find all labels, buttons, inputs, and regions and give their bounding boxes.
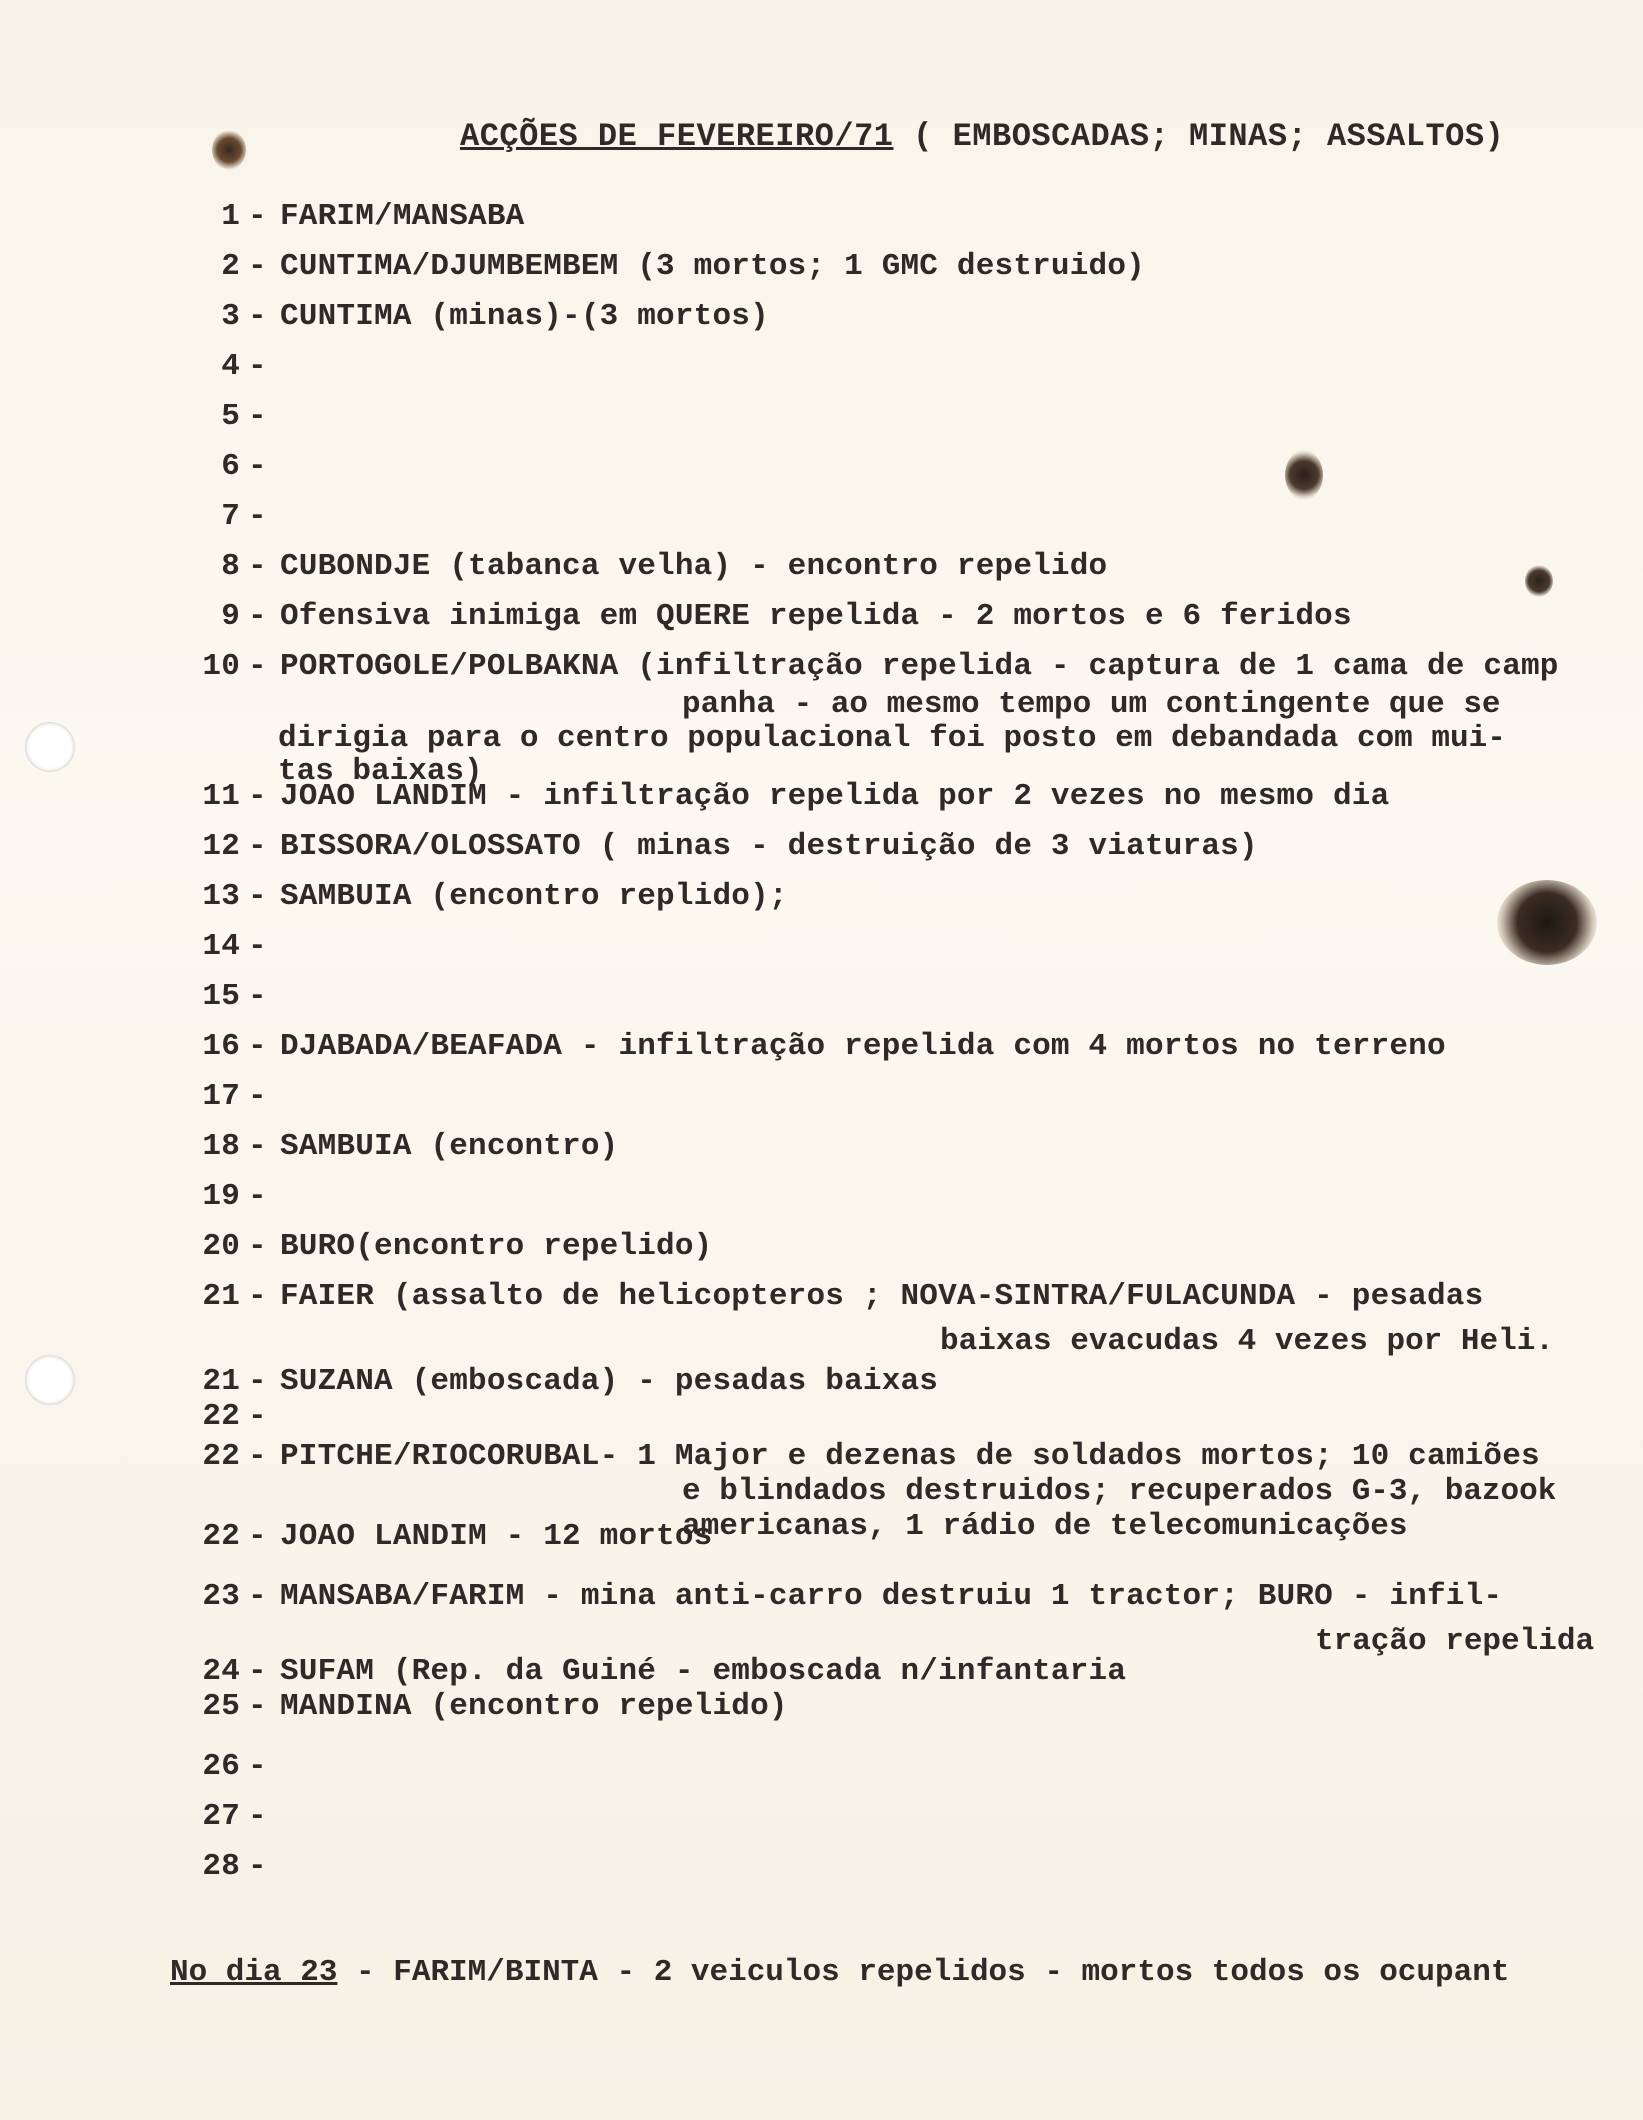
entry-dash: - xyxy=(248,779,267,814)
entry-text: CUNTIMA (minas)-(3 mortos) xyxy=(280,299,769,334)
entry-dash: - xyxy=(248,1279,267,1314)
entry-number: 18 xyxy=(202,1129,240,1164)
entry-text: PORTOGOLE/POLBAKNA (infiltração repelida - captura de 1 cama de camp xyxy=(280,649,1559,684)
entry-dash: - xyxy=(248,399,267,434)
entry-dash: - xyxy=(248,1079,267,1114)
entry-number: 22 xyxy=(202,1439,240,1474)
entry-number: 24 xyxy=(202,1654,240,1689)
entry-number: 10 xyxy=(202,649,240,684)
entry-number: 21 xyxy=(202,1279,240,1314)
entry-number: 21 xyxy=(202,1364,240,1399)
entry-number: 19 xyxy=(202,1179,240,1214)
entry-number: 13 xyxy=(202,879,240,914)
entry-dash: - xyxy=(248,1849,267,1884)
entry-continuation: dirigia para o centro populacional foi posto em debandada com mui- xyxy=(278,721,1506,756)
stain-corner xyxy=(212,130,246,170)
entry-dash: - xyxy=(248,299,267,334)
entry-text: FAIER (assalto de helicopteros ; NOVA-SINTRA/FULACUNDA - pesadas xyxy=(280,1279,1484,1314)
entry-continuation: tas baixas) xyxy=(278,754,483,789)
entry-number: 9 xyxy=(221,599,240,634)
entry-dash: - xyxy=(248,1689,267,1724)
entry-dash: - xyxy=(248,1749,267,1784)
entry-number: 16 xyxy=(202,1029,240,1064)
entry-text: JOAO LANDIM - 12 mortos xyxy=(280,1519,713,1554)
entry-dash: - xyxy=(248,1029,267,1064)
entry-text: JOAO LANDIM - infiltração repelida por 2 vezes no mesmo dia xyxy=(280,779,1390,814)
page-title xyxy=(460,118,1504,155)
entry-number: 22 xyxy=(202,1519,240,1554)
entry-text: PITCHE/RIOCORUBAL- 1 Major e dezenas de soldados mortos; 10 camiões xyxy=(280,1439,1540,1474)
title-main: ACÇÕES DE FEVEREIRO/71 xyxy=(460,118,894,155)
entry-text: MANDINA (encontro repelido) xyxy=(280,1689,788,1724)
stain-large xyxy=(1497,880,1597,965)
entry-dash: - xyxy=(248,599,267,634)
entry-dash: - xyxy=(248,829,267,864)
entry-number: 23 xyxy=(202,1579,240,1614)
entry-dash: - xyxy=(248,249,267,284)
entry-text: Ofensiva inimiga em QUERE repelida - 2 mortos e 6 feridos xyxy=(280,599,1352,634)
entry-dash: - xyxy=(248,1519,267,1554)
entry-number: 22 xyxy=(202,1399,240,1434)
entry-number: 26 xyxy=(202,1749,240,1784)
entry-dash: - xyxy=(248,1799,267,1834)
footer-text: - FARIM/BINTA - 2 veiculos repelidos - mortos todos os ocupant xyxy=(337,1955,1510,1990)
entry-dash: - xyxy=(248,929,267,964)
entry-text: MANSABA/FARIM - mina anti-carro destruiu 1 tractor; BURO - infil- xyxy=(280,1579,1503,1614)
entry-text: SUZANA (emboscada) - pesadas baixas xyxy=(280,1364,939,1399)
entry-dash: - xyxy=(248,1179,267,1214)
entry-text: BISSORA/OLOSSATO ( minas - destruição de 3 viaturas) xyxy=(280,829,1258,864)
entry-number: 1 xyxy=(221,199,240,234)
entry-text: SAMBUIA (encontro replido); xyxy=(280,879,788,914)
entry-continuation: panha - ao mesmo tempo um contingente que se xyxy=(682,687,1501,722)
punch-hole-top xyxy=(25,722,75,772)
entry-continuation: baixas evacudas 4 vezes por Heli. xyxy=(940,1324,1554,1359)
entry-dash: - xyxy=(248,549,267,584)
entry-number: 17 xyxy=(202,1079,240,1114)
entry-continuation: tração repelida xyxy=(1315,1624,1595,1659)
title-categories: ( EMBOSCADAS; MINAS; ASSALTOS) xyxy=(913,118,1505,155)
entry-text: FARIM/MANSABA xyxy=(280,199,525,234)
entry-dash: - xyxy=(248,1439,267,1474)
entry-number: 5 xyxy=(221,399,240,434)
entry-number: 4 xyxy=(221,349,240,384)
entry-dash: - xyxy=(248,979,267,1014)
entry-continuation: americanas, 1 rádio de telecomunicações xyxy=(682,1509,1408,1544)
entry-number: 25 xyxy=(202,1689,240,1724)
entry-number: 3 xyxy=(221,299,240,334)
entry-dash: - xyxy=(248,1229,267,1264)
entry-dash: - xyxy=(248,449,267,484)
punch-hole-bottom xyxy=(25,1355,75,1405)
entry-dash: - xyxy=(248,649,267,684)
entry-number: 15 xyxy=(202,979,240,1014)
entry-dash: - xyxy=(248,1579,267,1614)
entry-dash: - xyxy=(248,199,267,234)
entry-dash: - xyxy=(248,1654,267,1689)
entry-number: 28 xyxy=(202,1849,240,1884)
entry-text: CUBONDJE (tabanca velha) - encontro repelido xyxy=(280,549,1108,584)
entry-number: 20 xyxy=(202,1229,240,1264)
entry-continuation: e blindados destruidos; recuperados G-3, bazook xyxy=(682,1474,1557,1509)
entry-dash: - xyxy=(248,499,267,534)
entry-dash: - xyxy=(248,349,267,384)
entry-number: 6 xyxy=(221,449,240,484)
entry-number: 7 xyxy=(221,499,240,534)
entry-number: 14 xyxy=(202,929,240,964)
entry-text: DJABADA/BEAFADA - infiltração repelida com 4 mortos no terreno xyxy=(280,1029,1446,1064)
entry-number: 12 xyxy=(202,829,240,864)
stain-medium xyxy=(1285,450,1323,500)
entry-dash: - xyxy=(248,879,267,914)
entry-number: 11 xyxy=(202,779,240,814)
stain-small xyxy=(1525,565,1553,597)
entry-number: 2 xyxy=(221,249,240,284)
footer-note xyxy=(170,1955,1509,1990)
entry-number: 27 xyxy=(202,1799,240,1834)
entry-dash: - xyxy=(248,1129,267,1164)
entry-text: BURO(encontro repelido) xyxy=(280,1229,713,1264)
entry-text: SUFAM (Rep. da Guiné - emboscada n/infantaria xyxy=(280,1654,1127,1689)
entry-number: 8 xyxy=(221,549,240,584)
entry-text: SAMBUIA (encontro) xyxy=(280,1129,619,1164)
entry-dash: - xyxy=(248,1364,267,1399)
footer-label: No dia 23 xyxy=(170,1955,338,1990)
entry-dash: - xyxy=(248,1399,267,1434)
entry-text: CUNTIMA/DJUMBEMBEM (3 mortos; 1 GMC destruido) xyxy=(280,249,1145,284)
